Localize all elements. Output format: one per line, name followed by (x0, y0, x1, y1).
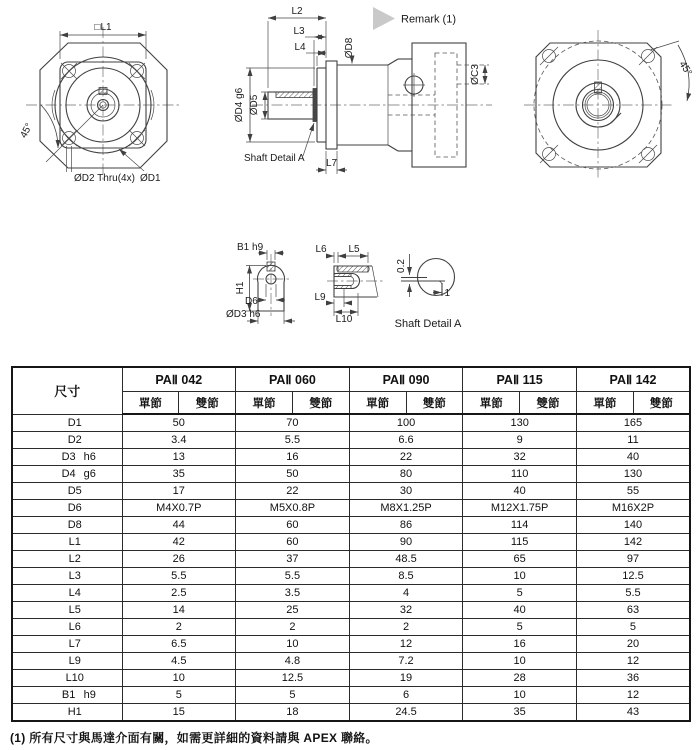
dimension-value-cell: 40 (576, 449, 690, 466)
table-row (12, 517, 690, 534)
dimension-value-cell: 40 (463, 602, 577, 619)
dimension-value-cell: 114 (463, 517, 577, 534)
technical-drawings (0, 0, 700, 360)
dimension-value-cell: 5 (576, 619, 690, 636)
keyway-mark (338, 266, 368, 272)
stage-header-single: 單節 (236, 392, 293, 415)
stage-header-single: 單節 (122, 392, 179, 415)
side-section-view-drawing (234, 6, 492, 174)
dimension-value-cell: 100 (349, 414, 463, 432)
footnote: (1) 所有尺寸與馬達介面有關，如需更詳細的資料請與 APEX 聯絡。 (10, 731, 378, 745)
dim-table-body (12, 414, 690, 721)
dimension-value-cell: 22 (236, 483, 350, 500)
dimension-value-cell: 10 (236, 636, 350, 653)
label-l7: L7 (325, 158, 338, 169)
shaft-end-view-drawing (226, 242, 295, 324)
dimension-value-cell: 6.5 (122, 636, 236, 653)
dimension-name: L10 (65, 672, 84, 684)
dimension-value-cell: 22 (349, 449, 463, 466)
dimension-name-cell (12, 500, 122, 517)
dimension-value-cell: 15 (122, 704, 236, 722)
dimension-name: D1 (67, 416, 82, 429)
dimension-value-cell: 18 (236, 704, 350, 722)
dimension-value-cell: M5X0.8P (236, 500, 350, 517)
stage-header-single: 單節 (349, 392, 406, 415)
stage-header-single: 單節 (576, 392, 633, 415)
dimension-value-cell: 4.5 (122, 653, 236, 670)
dimension-value-cell: 35 (463, 704, 577, 722)
dimension-value-cell: 130 (463, 414, 577, 432)
dimension-value-cell: 55 (576, 483, 690, 500)
dimension-name-cell (12, 449, 122, 466)
dimension-value-cell: 40 (463, 483, 577, 500)
label-l9: L9 (314, 292, 326, 303)
dimension-name-cell (12, 602, 122, 619)
dimension-value-cell: 11 (576, 432, 690, 449)
dimension-value-cell: 65 (463, 551, 577, 568)
dimension-tolerance: g6 (83, 468, 96, 480)
dimension-value-cell: 63 (576, 602, 690, 619)
dimension-value-cell: 2 (349, 619, 463, 636)
dimension-value-cell: 5.5 (122, 568, 236, 585)
stage-header-double: 雙節 (179, 392, 236, 415)
dimension-name: D8 (67, 519, 82, 531)
dimension-value-cell: 43 (576, 704, 690, 722)
dimension-value-cell: 12 (576, 653, 690, 670)
dimension-name: L1 (68, 536, 81, 548)
dimension-value-cell: 20 (576, 636, 690, 653)
label-b1-h9: B1 h9 (237, 242, 264, 253)
table-row (12, 414, 690, 432)
dimension-name: H1 (67, 706, 82, 718)
dimension-name-cell (12, 432, 122, 449)
table-row (12, 602, 690, 619)
stage-header-single: 單節 (463, 392, 520, 415)
dimension-name-cell (12, 636, 122, 653)
model-header-row (12, 367, 690, 392)
label-d3-h6: ØD3 h6 (226, 309, 261, 320)
dimension-value-cell: 3.5 (236, 585, 350, 602)
keyway-mark (99, 88, 107, 95)
dimension-value-cell: 10 (463, 687, 577, 704)
table-row (12, 449, 690, 466)
dimension-value-cell: 35 (122, 466, 236, 483)
dimension-value-cell: 12.5 (236, 670, 350, 687)
dimension-name: L4 (68, 587, 81, 599)
dimension-value-cell: M16X2P (576, 500, 690, 517)
table-row (12, 500, 690, 517)
table-row (12, 466, 690, 483)
dimension-name-cell (12, 534, 122, 551)
dimension-value-cell: 30 (349, 483, 463, 500)
label-d1: ØD1 (140, 173, 161, 184)
label-angle-front: 45° (18, 121, 36, 141)
label-dim-02: 0.2 (396, 259, 407, 273)
dimension-value-cell: 5.5 (236, 432, 350, 449)
dimension-value-cell: 32 (349, 602, 463, 619)
label-d6: D6 (245, 296, 258, 307)
stage-header-double: 雙節 (520, 392, 577, 415)
dimension-value-cell: 60 (236, 517, 350, 534)
dimension-name: D2 (67, 434, 82, 446)
shaft-detail-a-drawing (395, 254, 462, 330)
dimension-value-cell: 140 (576, 517, 690, 534)
dimension-value-cell: M8X1.25P (349, 500, 463, 517)
dimension-name: D3 (61, 451, 76, 463)
label-d2-thru: ØD2 Thru(4x) (74, 173, 135, 184)
label-d5: ØD5 (249, 94, 260, 116)
table-row (12, 636, 690, 653)
model-header-pa2-142: PAⅡ 142 (576, 367, 690, 392)
dimension-value-cell: 5.5 (576, 585, 690, 602)
shaft-key (276, 92, 313, 98)
dimension-name-cell (12, 670, 122, 687)
label-c3: ØC3 (470, 64, 481, 85)
dimension-value-cell: 50 (122, 414, 236, 432)
table-row (12, 483, 690, 500)
dimension-value-cell: 90 (349, 534, 463, 551)
dimension-value-cell: 32 (463, 449, 577, 466)
dimension-value-cell: 13 (122, 449, 236, 466)
table-row (12, 704, 690, 722)
model-header-pa2-090: PAⅡ 090 (349, 367, 463, 392)
dimension-value-cell: 36 (576, 670, 690, 687)
dimension-value-cell: 12 (576, 687, 690, 704)
dimension-value-cell: 115 (463, 534, 577, 551)
dimension-value-cell: M4X0.7P (122, 500, 236, 517)
table-row (12, 653, 690, 670)
dimension-tolerance: h6 (83, 451, 96, 463)
model-header-pa2-042: PAⅡ 042 (122, 367, 236, 392)
dimension-name-cell (12, 551, 122, 568)
table-row (12, 585, 690, 602)
dimension-name-cell (12, 619, 122, 636)
dimension-name-cell (12, 466, 122, 483)
dimension-value-cell: 10 (122, 670, 236, 687)
model-header-pa2-115: PAⅡ 115 (463, 367, 577, 392)
model-header-pa2-060: PAⅡ 060 (236, 367, 350, 392)
shaft-shoulder (313, 89, 317, 122)
dimension-name-cell (12, 568, 122, 585)
dimension-value-cell: 2 (236, 619, 350, 636)
remark-arrow-icon (373, 7, 395, 30)
table-row (12, 534, 690, 551)
dimension-value-cell: 5 (463, 619, 577, 636)
dimension-name: D6 (67, 502, 82, 514)
dimension-tolerance: h9 (83, 689, 96, 701)
dimension-column-header: 尺寸 (12, 367, 122, 414)
dimension-value-cell: 50 (236, 466, 350, 483)
dimension-value-cell: 86 (349, 517, 463, 534)
dimension-name-cell (12, 585, 122, 602)
label-l2: L2 (291, 6, 303, 17)
dimension-value-cell: 7.2 (349, 653, 463, 670)
dimension-value-cell: 48.5 (349, 551, 463, 568)
stage-header-double: 雙節 (633, 392, 690, 415)
dimension-value-cell: 8.5 (349, 568, 463, 585)
dimension-name: D5 (67, 485, 82, 497)
label-h1: H1 (235, 281, 246, 295)
rear-view-drawing (524, 30, 694, 180)
dimension-value-cell: 26 (122, 551, 236, 568)
dimension-name: B1 (61, 689, 76, 701)
label-dim-1: 1 (444, 288, 451, 299)
dimension-value-cell: 110 (463, 466, 577, 483)
dimension-value-cell: 16 (236, 449, 350, 466)
table-row (12, 670, 690, 687)
table-row (12, 687, 690, 704)
label-l6: L6 (315, 244, 327, 255)
dimension-value-cell: 42 (122, 534, 236, 551)
dimension-value-cell: M12X1.75P (463, 500, 577, 517)
dimension-value-cell: 2.5 (122, 585, 236, 602)
dimension-value-cell: 6.6 (349, 432, 463, 449)
table-row (12, 568, 690, 585)
label-square-l1: □L1 (94, 22, 112, 33)
dimension-value-cell: 80 (349, 466, 463, 483)
label-d8: ØD8 (344, 37, 355, 59)
dimension-value-cell: 12.5 (576, 568, 690, 585)
dimension-name: L7 (68, 638, 81, 650)
dimension-table (11, 366, 691, 722)
dimension-name: L3 (68, 570, 81, 582)
table-row (12, 619, 690, 636)
label-angle-rear: 45° (676, 59, 694, 79)
dimension-value-cell: 60 (236, 534, 350, 551)
dimension-name: D4 (61, 468, 76, 480)
label-remark: Remark (1) (401, 13, 457, 26)
dimension-value-cell: 19 (349, 670, 463, 687)
dimension-value-cell: 5 (463, 585, 577, 602)
dimension-value-cell: 14 (122, 602, 236, 619)
dimension-value-cell: 5.5 (236, 568, 350, 585)
dimension-name: L9 (68, 655, 81, 667)
dimension-value-cell: 44 (122, 517, 236, 534)
front-view-drawing (18, 22, 181, 184)
shaft-detail-title: Shaft Detail A (394, 318, 462, 330)
dimension-value-cell: 25 (236, 602, 350, 619)
dimension-name-cell (12, 687, 122, 704)
dimension-value-cell: 37 (236, 551, 350, 568)
dimension-value-cell: 6 (349, 687, 463, 704)
table-row (12, 432, 690, 449)
dimension-value-cell: 3.4 (122, 432, 236, 449)
dimension-value-cell: 16 (463, 636, 577, 653)
dimension-value-cell: 10 (463, 568, 577, 585)
keyway-mark (267, 262, 275, 271)
label-l5: L5 (348, 244, 360, 255)
stage-header-double: 雙節 (292, 392, 349, 415)
dimension-name-cell (12, 414, 122, 432)
keyway-mark (595, 82, 602, 93)
dimension-value-cell: 97 (576, 551, 690, 568)
label-shaft-detail-callout: Shaft Detail A (244, 153, 305, 164)
dimension-name: L2 (68, 553, 81, 565)
dimension-value-cell: 4.8 (236, 653, 350, 670)
dimension-value-cell: 9 (463, 432, 577, 449)
dimension-value-cell: 130 (576, 466, 690, 483)
dimension-name: L5 (68, 604, 81, 616)
dimension-value-cell: 4 (349, 585, 463, 602)
dimension-value-cell: 5 (236, 687, 350, 704)
dimension-value-cell: 70 (236, 414, 350, 432)
stage-header-double: 雙節 (406, 392, 463, 415)
dimension-name-cell (12, 517, 122, 534)
label-l4: L4 (294, 42, 306, 53)
dimension-name-cell (12, 653, 122, 670)
dimension-value-cell: 12 (349, 636, 463, 653)
dimension-value-cell: 165 (576, 414, 690, 432)
label-l10: L10 (335, 314, 353, 325)
dimension-name: L6 (68, 621, 81, 633)
dimension-value-cell: 10 (463, 653, 577, 670)
dimension-name-cell (12, 483, 122, 500)
label-d4-g6: ØD4 g6 (234, 87, 245, 123)
dimension-name-cell (12, 704, 122, 722)
dimension-value-cell: 142 (576, 534, 690, 551)
dimension-value-cell: 24.5 (349, 704, 463, 722)
shaft-side-view-drawing (314, 244, 383, 325)
dimension-value-cell: 28 (463, 670, 577, 687)
label-l3: L3 (293, 26, 305, 37)
table-row (12, 551, 690, 568)
dimension-value-cell: 2 (122, 619, 236, 636)
dimension-value-cell: 17 (122, 483, 236, 500)
dimension-value-cell: 5 (122, 687, 236, 704)
